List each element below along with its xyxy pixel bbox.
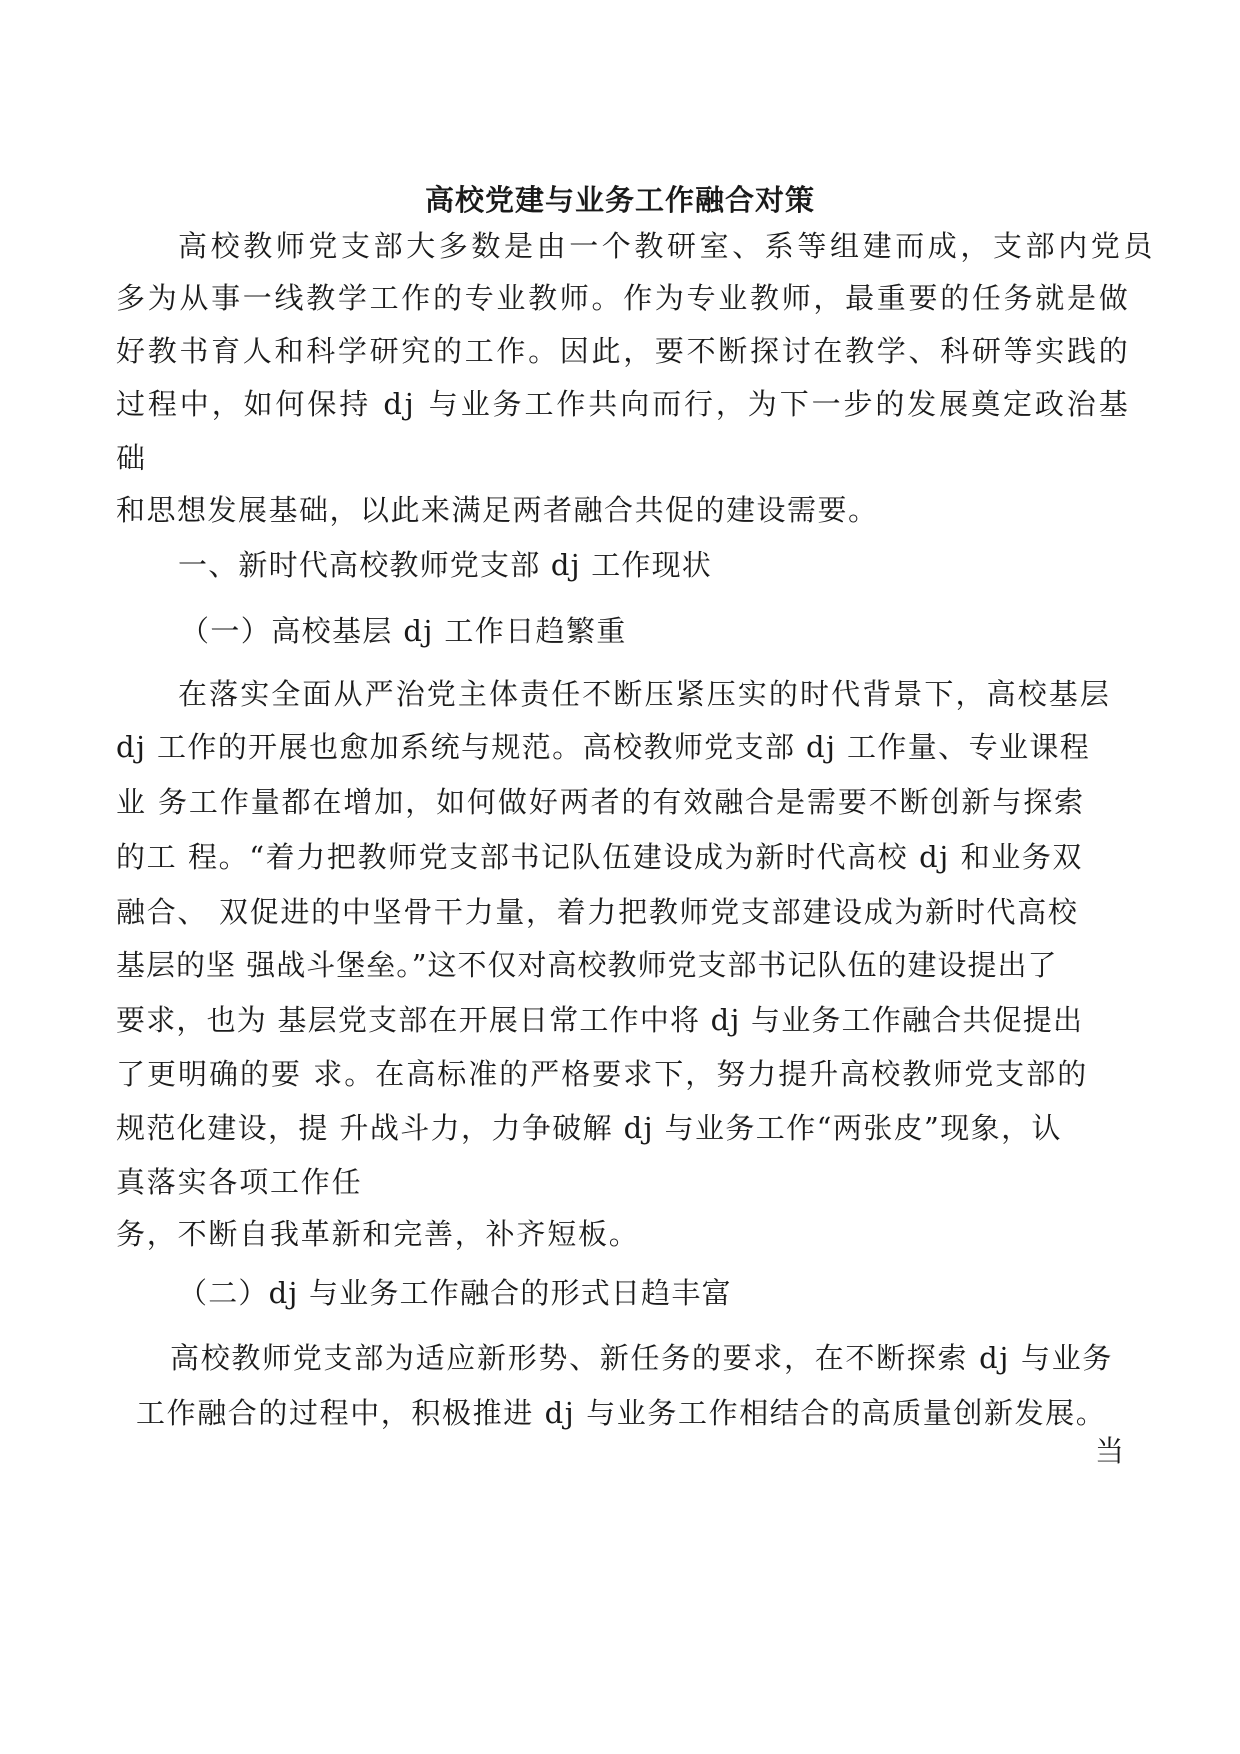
- paragraph-line: 多为从事一线教学工作的专业教师。作为专业教师，最重要的任务就是做: [116, 281, 1131, 315]
- paragraph-line: 真落实各项工作任: [116, 1165, 363, 1199]
- paragraph-line: 工作融合的过程中，积极推进 dj 与业务工作相结合的高质量创新发展。: [136, 1396, 1107, 1430]
- paragraph-line: 的工 程。“着力把教师党支部书记队伍建设成为新时代高校 dj 和业务双: [116, 840, 1084, 874]
- paragraph-line: 高校教师党支部大多数是由一个教研室、系等组建而成，支部内党员: [178, 229, 1157, 263]
- paragraph-line: 了更明确的要 求。在高标准的严格要求下，努力提升高校教师党支部的: [116, 1057, 1089, 1091]
- paragraph-line: 融合、 双促进的中坚骨干力量，着力把教师党支部建设成为新时代高校: [116, 895, 1079, 929]
- paragraph-line: 业 务工作量都在增加，如何做好两者的有效融合是需要不断创新与探索: [116, 785, 1086, 819]
- paragraph-line: 务，不断自我革新和完善，补齐短板。: [116, 1217, 640, 1251]
- section-heading: 一、新时代高校教师党支部 dj 工作现状: [178, 548, 712, 582]
- subsection-heading: （一）高校基层 dj 工作日趋繁重: [180, 614, 627, 648]
- paragraph-line: 高校教师党支部为适应新形势、新任务的要求，在不断探索 dj 与业务: [170, 1341, 1114, 1375]
- paragraph-line: 好教书育人和科学研究的工作。因此，要不断探讨在教学、科研等实践的: [116, 334, 1131, 368]
- paragraph-line: 当: [1095, 1434, 1125, 1468]
- paragraph-line: 基层的坚 强战斗堡垒。”这不仅对高校教师党支部书记队伍的建设提出了: [116, 948, 1058, 982]
- paragraph-line: 础: [116, 441, 146, 475]
- subsection-heading: （二）dj 与业务工作融合的形式日趋丰富: [178, 1276, 732, 1310]
- paragraph-line: 和思想发展基础，以此来满足两者融合共促的建设需要。: [116, 493, 879, 527]
- paragraph-line: dj 工作的开展也愈加系统与规范。高校教师党支部 dj 工作量、专业课程: [116, 730, 1091, 764]
- paragraph-line: 在落实全面从严治党主体责任不断压紧压实的时代背景下，高校基层: [178, 677, 1112, 711]
- document-title: 高校党建与业务工作融合对策: [424, 183, 815, 217]
- paragraph-line: 规范化建设，提 升战斗力，力争破解 dj 与业务工作“两张皮”现象，认: [116, 1111, 1062, 1145]
- paragraph-line: 要求，也为 基层党支部在开展日常工作中将 dj 与业务工作融合共促提出: [116, 1003, 1084, 1037]
- paragraph-line: 过程中，如何保持 dj 与业务工作共向而行，为下一步的发展奠定政治基: [116, 387, 1131, 421]
